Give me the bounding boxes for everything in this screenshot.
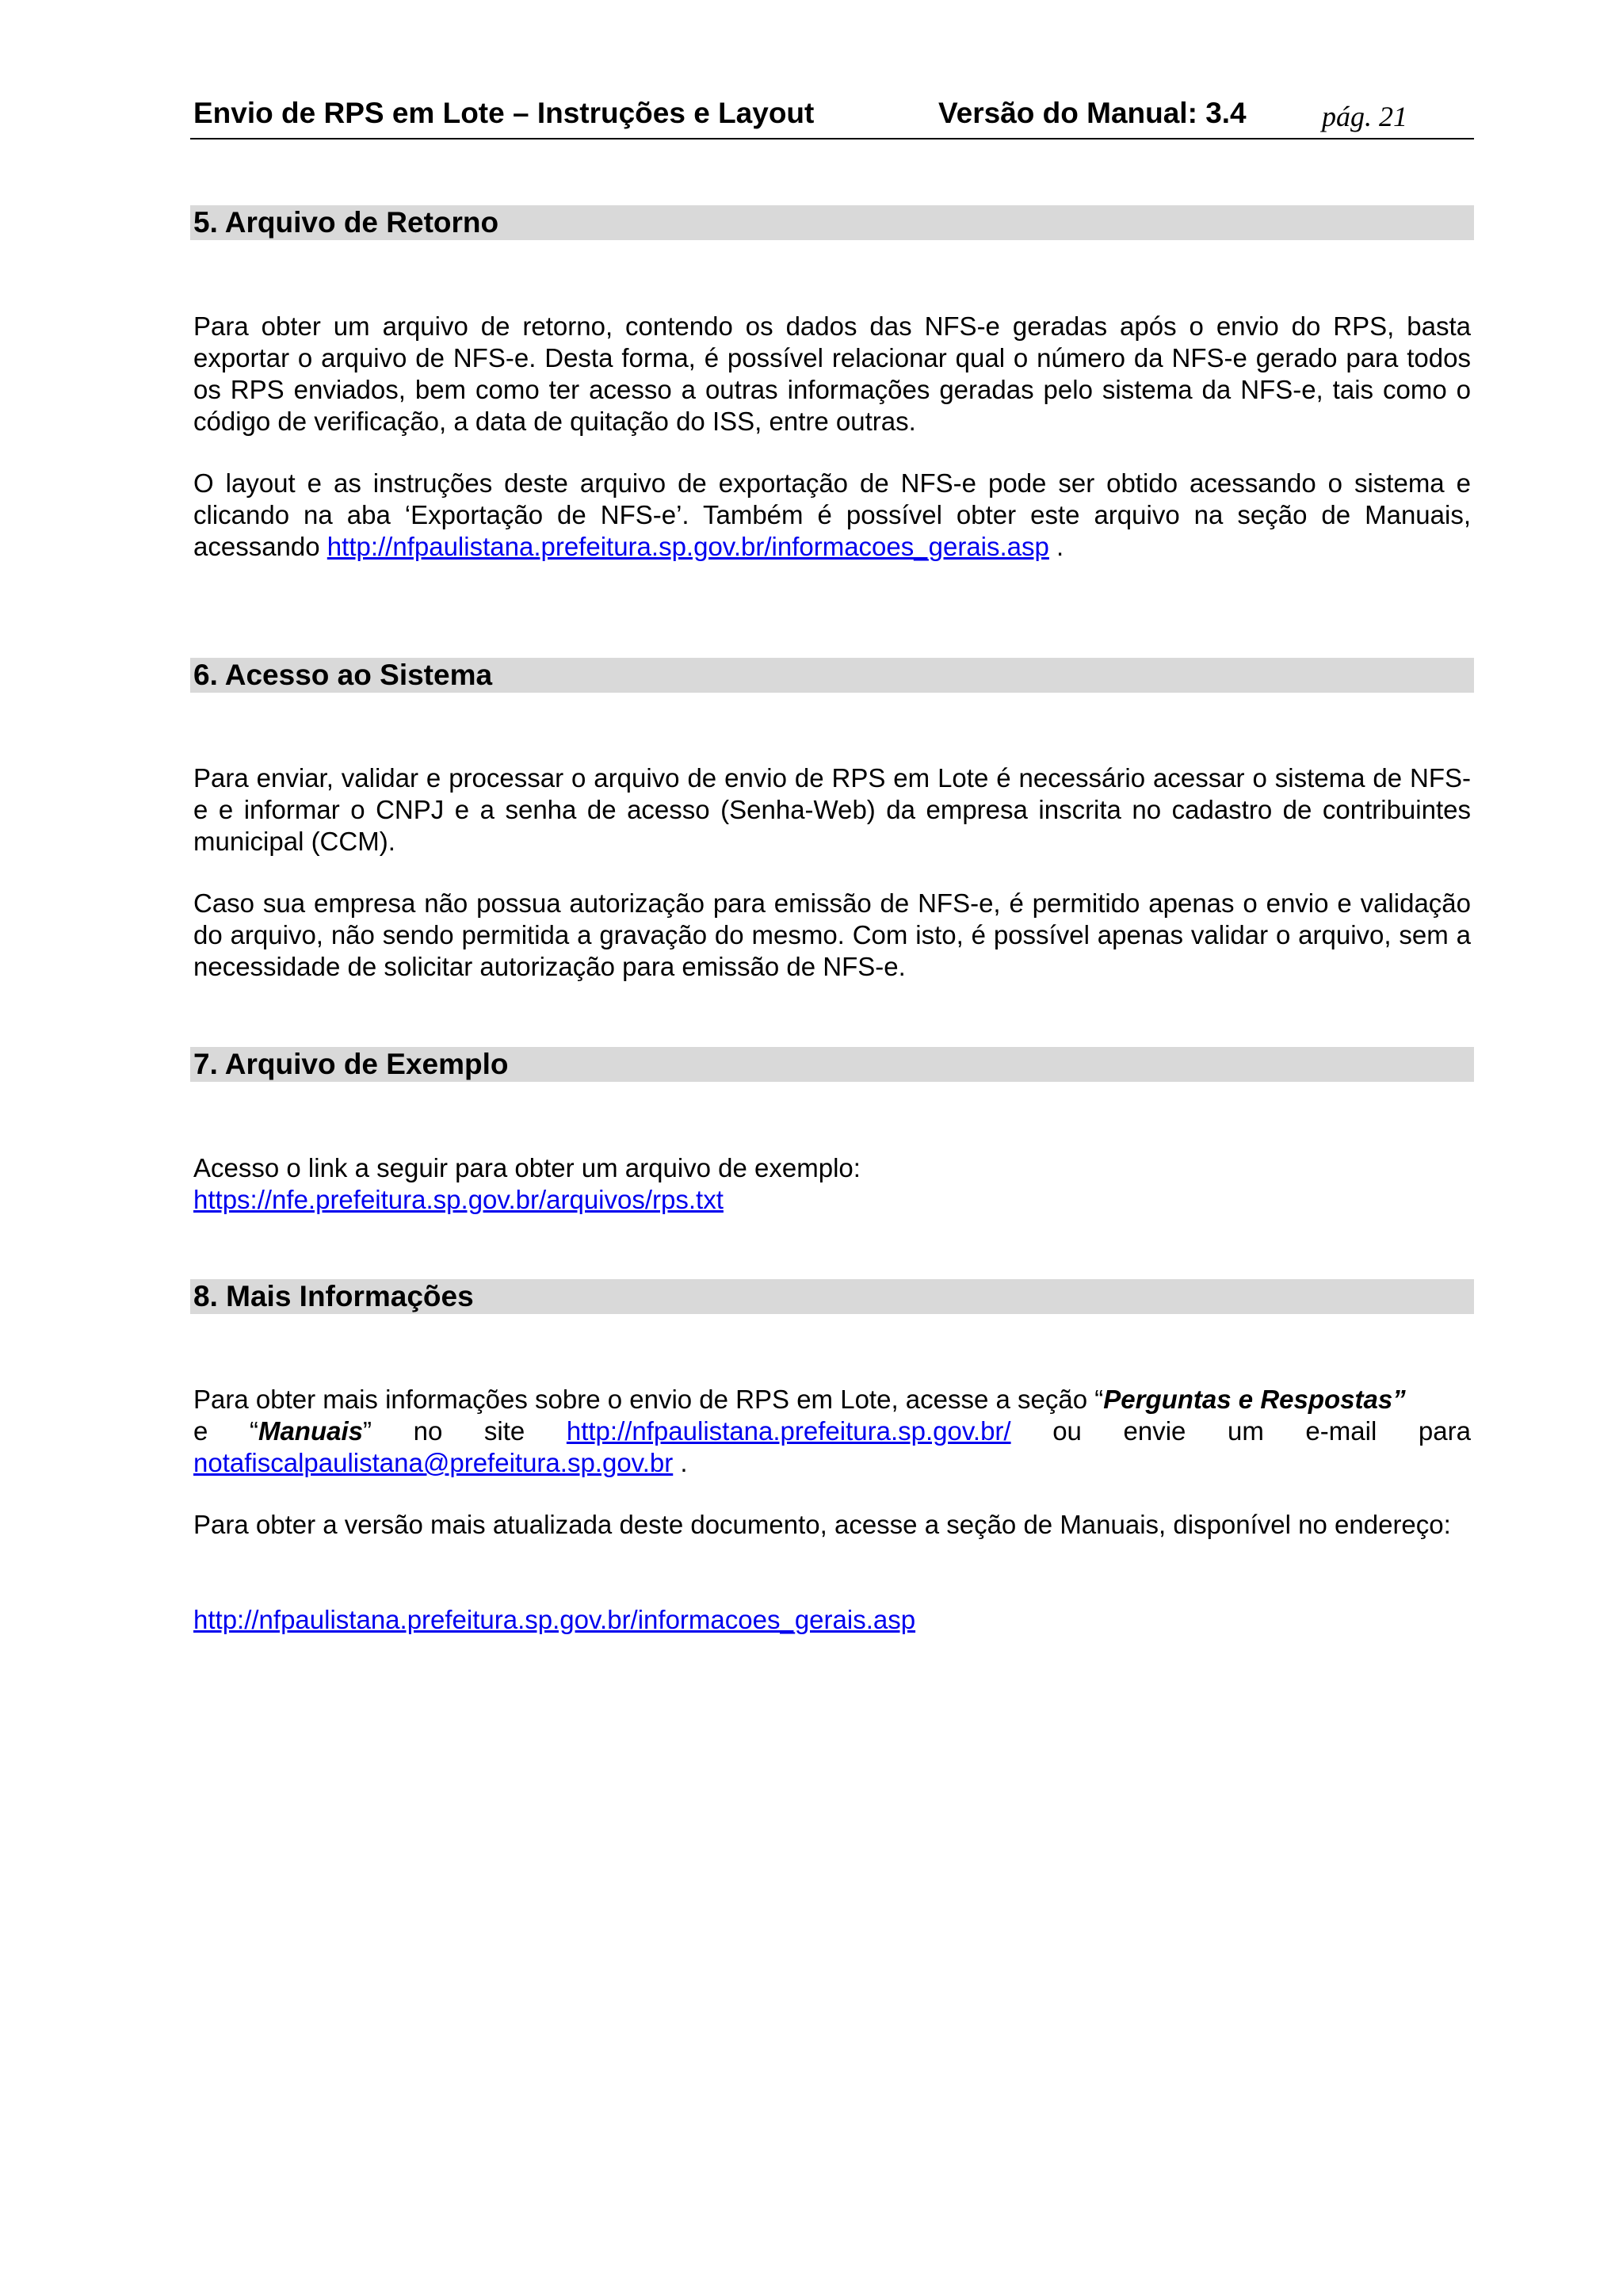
nfpaulistana-site-link[interactable]: http://nfpaulistana.prefeitura.sp.gov.br/ xyxy=(566,1416,1011,1446)
header-version: Versão do Manual: 3.4 xyxy=(938,97,1247,129)
section-8-line-3 xyxy=(193,1447,1471,1479)
word-site: site xyxy=(483,1416,525,1446)
informacoes-gerais-link[interactable]: http://nfpaulistana.prefeitura.sp.gov.br/informacoes_gerais.asp xyxy=(327,532,1049,561)
page-header xyxy=(190,94,1474,139)
section-6-heading-bar xyxy=(190,658,1474,693)
section-6-paragraph-1: Para enviar, validar e processar o arquivo de envio de RPS em Lote é necessário acessar o sistema de NFS-e e informar o CNPJ e a senha de acesso (Senha-Web) da empresa inscrita no cadastro de contribuintes municipal (CCM). xyxy=(193,763,1471,856)
email-link[interactable]: notafiscalpaulistana@prefeitura.sp.gov.br xyxy=(193,1448,674,1477)
section-5-paragraph-2 xyxy=(193,468,1471,563)
word-e: e xyxy=(193,1416,208,1446)
word-no: no xyxy=(413,1416,443,1446)
word-email: e-mail xyxy=(1305,1416,1377,1446)
manuais-quoted xyxy=(250,1415,372,1447)
section-7-text: Acesso o link a seguir para obter um arquivo de exemplo: xyxy=(193,1153,861,1182)
section-5-heading-bar xyxy=(190,205,1474,240)
header-page-number: pág. 21 xyxy=(1322,101,1407,132)
word-ou: ou xyxy=(1052,1416,1082,1446)
section-8-line-1 xyxy=(193,1384,1471,1415)
section-8-heading-bar xyxy=(190,1279,1474,1314)
quote-open: “ xyxy=(249,1416,258,1446)
word-envie: envie xyxy=(1123,1416,1186,1446)
word-para: para xyxy=(1418,1416,1471,1446)
section-8-line-2 xyxy=(193,1415,1471,1447)
section-8-line-3-end: . xyxy=(680,1448,688,1477)
section-5-paragraph-2-text: O layout e as instruções deste arquivo de exportação de NFS-e pode ser obtido acessando o sistema e clicando na aba ‘Exportação de NFS-e’. Também é possível obter este arquivo na seção de Manuais, acessando xyxy=(193,468,1471,561)
quote-close: ” xyxy=(363,1416,372,1446)
rps-example-link[interactable]: https://nfe.prefeitura.sp.gov.br/arquivos/rps.txt xyxy=(193,1185,724,1214)
section-5-paragraph-2-end: . xyxy=(1056,532,1064,561)
header-title: Envio de RPS em Lote – Instruções e Layout xyxy=(193,97,815,129)
section-8-paragraph-3 xyxy=(193,1604,1471,1636)
section-5-paragraph-1: Para obter um arquivo de retorno, contendo os dados das NFS-e geradas após o envio do RPS, basta exportar o arquivo de NFS-e. Desta forma, é possível relacionar qual o número da NFS-e gerado para todos os RPS enviados, bem como ter acesso a outras informações geradas pelo sistema da NFS-e, tais como o código de verificação, a data de quitação do ISS, entre outras. xyxy=(193,311,1471,436)
section-8-paragraph-2: Para obter a versão mais atualizada deste documento, acesse a seção de Manuais, disponível no endereço: xyxy=(193,1510,1451,1539)
perguntas-respostas-text: Perguntas e Respostas” xyxy=(1103,1385,1406,1414)
section-6-paragraph-2: Caso sua empresa não possua autorização para emissão de NFS-e, é permitido apenas o envio e validação do arquivo, não sendo permitida a gravação do mesmo. Com isto, é possível apenas validar o arquivo, sem a necessidade de solicitar autorização para emissão de NFS-e. xyxy=(193,888,1471,981)
section-8-heading: 8. Mais Informações xyxy=(193,1280,474,1312)
section-7-heading-bar xyxy=(190,1047,1474,1082)
section-8-paragraph-1 xyxy=(193,1384,1471,1479)
section-5-heading: 5. Arquivo de Retorno xyxy=(193,206,499,239)
section-8-line-1-text: Para obter mais informações sobre o envio de RPS em Lote, acesse a seção “ xyxy=(193,1385,1104,1414)
word-um: um xyxy=(1227,1416,1264,1446)
section-7-heading: 7. Arquivo de Exemplo xyxy=(193,1048,509,1080)
section-6-heading: 6. Acesso ao Sistema xyxy=(193,659,493,691)
manuais-text: Manuais xyxy=(258,1416,363,1446)
informacoes-gerais-link-2[interactable]: http://nfpaulistana.prefeitura.sp.gov.br/informacoes_gerais.asp xyxy=(193,1605,916,1634)
section-7-paragraph xyxy=(193,1152,1471,1216)
